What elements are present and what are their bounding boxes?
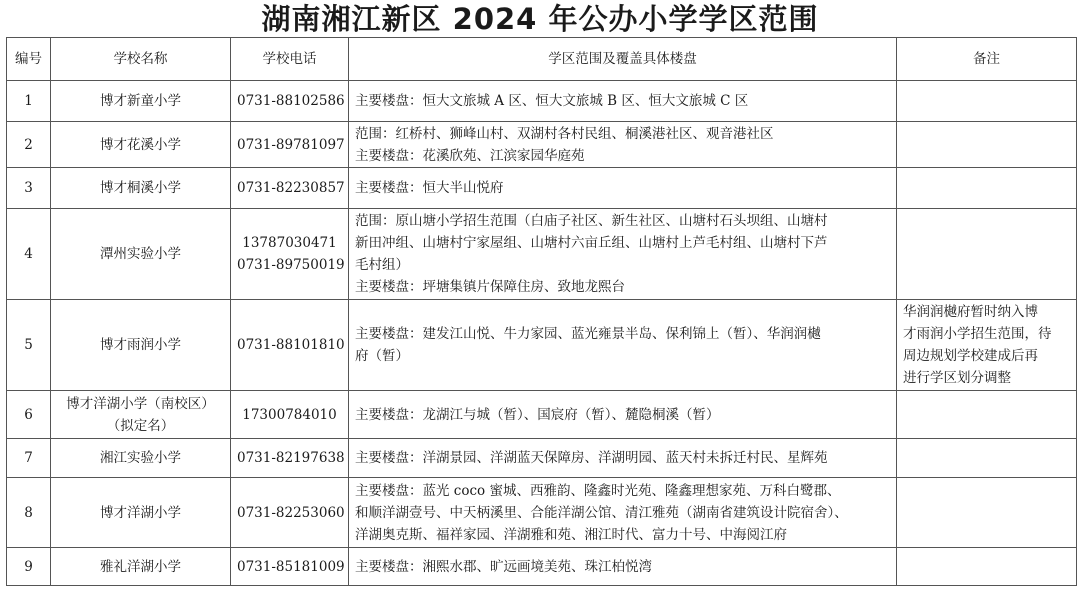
cell-school-phone [231,478,349,548]
cell-note [897,168,1077,209]
cell-no: 5 [7,300,51,391]
table-row [7,300,1077,391]
cell-school-phone-line: 17300784010 [242,406,337,423]
cell-school-name-line: 博才花溪小学 [100,136,181,153]
table-row [7,548,1077,586]
cell-note [897,122,1077,168]
cell-school-phone-line: 0731-88102586 [237,93,345,109]
table-body [7,81,1077,586]
cell-school-phone [231,300,349,391]
cell-note [897,81,1077,122]
cell-district-scope [349,391,897,439]
cell-school-name-line: 博才桐溪小学 [100,180,181,196]
cell-school-name [51,168,231,209]
header-school-phone: 学校电话 [231,38,349,81]
cell-note [897,209,1077,300]
cell-district-scope-line: 府（暂） [355,348,409,364]
cell-no: 4 [7,209,51,300]
cell-school-name [51,122,231,168]
cell-school-phone [231,439,349,478]
cell-school-name [51,391,231,439]
cell-school-name-line: 湘江实验小学 [100,450,181,466]
cell-district-scope-line: 主要楼盘：恒大文旅城 A 区、恒大文旅城 B 区、恒大文旅城 C 区 [355,93,749,109]
cell-district-scope-line: 主要楼盘：花溪欣苑、江滨家园华庭苑 [355,147,585,164]
cell-school-name-line: 潭州实验小学 [100,246,181,262]
header-note: 备注 [897,38,1077,81]
cell-note-line: 才雨润小学招生范围，待 [903,326,1052,342]
cell-district-scope-line: 主要楼盘：恒大半山悦府 [355,180,504,196]
cell-school-phone [231,548,349,586]
cell-district-scope [349,168,897,209]
cell-school-phone-line: 0731-89781097 [237,136,345,153]
cell-no: 6 [7,391,51,439]
table-row [7,168,1077,209]
cell-school-name-line: 博才洋湖小学（南校区） [66,395,215,412]
cell-no: 8 [7,478,51,548]
cell-no: 3 [7,168,51,209]
table-row [7,391,1077,439]
cell-district-scope-line: 主要楼盘：蓝光 coco 蜜城、西雅韵、隆鑫时光苑、隆鑫理想家苑、万科白鹭郡、 [355,482,841,499]
cell-district-scope [349,209,897,300]
cell-school-phone [231,168,349,209]
cell-district-scope-line: 范围：原山塘小学招生范围（白庙子社区、新生社区、山塘村石头坝组、山塘村 [355,213,828,229]
cell-no: 1 [7,81,51,122]
cell-note [897,391,1077,439]
cell-school-phone [231,122,349,168]
cell-school-name [51,209,231,300]
cell-school-name-line: 博才洋湖小学 [100,504,181,521]
cell-school-name [51,548,231,586]
header-no: 编号 [7,38,51,81]
cell-district-scope-line: 主要楼盘：洋湖景园、洋湖蓝天保障房、洋湖明园、蓝天村未拆迁村民、星辉苑 [355,450,828,466]
table-header-row [7,38,1077,81]
cell-district-scope-line: 主要楼盘：龙湖江与城（暂）、国宸府（暂）、麓隐桐溪（暂） [355,406,720,423]
cell-school-name-line: 雅礼洋湖小学 [100,558,181,575]
cell-school-name [51,439,231,478]
cell-district-scope [349,548,897,586]
cell-no: 9 [7,548,51,586]
cell-school-phone-line: 0731-85181009 [237,558,345,575]
cell-district-scope-line: 和顺洋湖壹号、中天柄溪里、合能洋湖公馆、清江雅苑（湖南省建筑设计院宿舍）、 [355,504,848,521]
cell-district-scope [349,478,897,548]
cell-note-line: 进行学区划分调整 [903,370,1011,386]
cell-district-scope [349,300,897,391]
cell-district-scope-line: 主要楼盘：湘熙水郡、旷远画境美苑、珠江柏悦湾 [355,558,652,575]
cell-district-scope [349,122,897,168]
table-row [7,122,1077,168]
cell-school-name [51,478,231,548]
cell-school-phone [231,81,349,122]
cell-no: 7 [7,439,51,478]
cell-district-scope [349,439,897,478]
cell-district-scope-line: 主要楼盘：坪塘集镇片保障住房、致地龙熙台 [355,279,625,295]
school-district-table [6,37,1077,586]
cell-no: 2 [7,122,51,168]
page-title: 湖南湘江新区 2024 年公办小学学区范围 [261,2,819,36]
cell-school-phone-line: 0731-82197638 [237,450,345,466]
cell-school-phone-line: 0731-82230857 [237,180,345,196]
cell-school-name [51,81,231,122]
cell-district-scope-line: 范围：红桥村、狮峰山村、双湖村各村民组、桐溪港社区、观音港社区 [355,125,774,142]
cell-district-scope-line: 新田冲组、山塘村宁家屋组、山塘村六亩丘组、山塘村上芦毛村组、山塘村下芦 [355,235,828,251]
cell-district-scope-line: 洋湖奥克斯、福祥家园、洋湖雅和苑、湘江时代、富力十号、中海阅江府 [355,526,787,543]
cell-school-name-line: 博才新童小学 [100,93,181,109]
header-district-scope: 学区范围及覆盖具体楼盘 [349,38,897,81]
cell-school-phone-line: 0731-88101810 [237,337,345,353]
table-row [7,439,1077,478]
cell-note [897,300,1077,391]
cell-district-scope-line: 主要楼盘：建发江山悦、牛力家园、蓝光雍景半岛、保利锦上（暂）、华润润樾 [355,326,821,342]
cell-school-phone [231,209,349,300]
cell-note [897,439,1077,478]
cell-school-name-line: （拟定名） [106,417,175,434]
cell-district-scope [349,81,897,122]
cell-note [897,478,1077,548]
cell-note [897,548,1077,586]
table-row [7,209,1077,300]
cell-school-name-line: 博才雨润小学 [100,337,181,353]
cell-note-line: 华润润樾府暂时纳入博 [903,304,1038,320]
cell-school-phone [231,391,349,439]
cell-note-line: 周边规划学校建成后再 [903,348,1038,364]
table-row [7,81,1077,122]
cell-school-name [51,300,231,391]
cell-school-phone-line: 0731-82253060 [237,504,345,521]
cell-district-scope-line: 毛村组） [355,257,409,273]
cell-school-phone-line: 13787030471 [242,235,337,251]
cell-school-phone-line: 0731-89750019 [237,257,345,273]
table-row [7,478,1077,548]
header-school-name: 学校名称 [51,38,231,81]
